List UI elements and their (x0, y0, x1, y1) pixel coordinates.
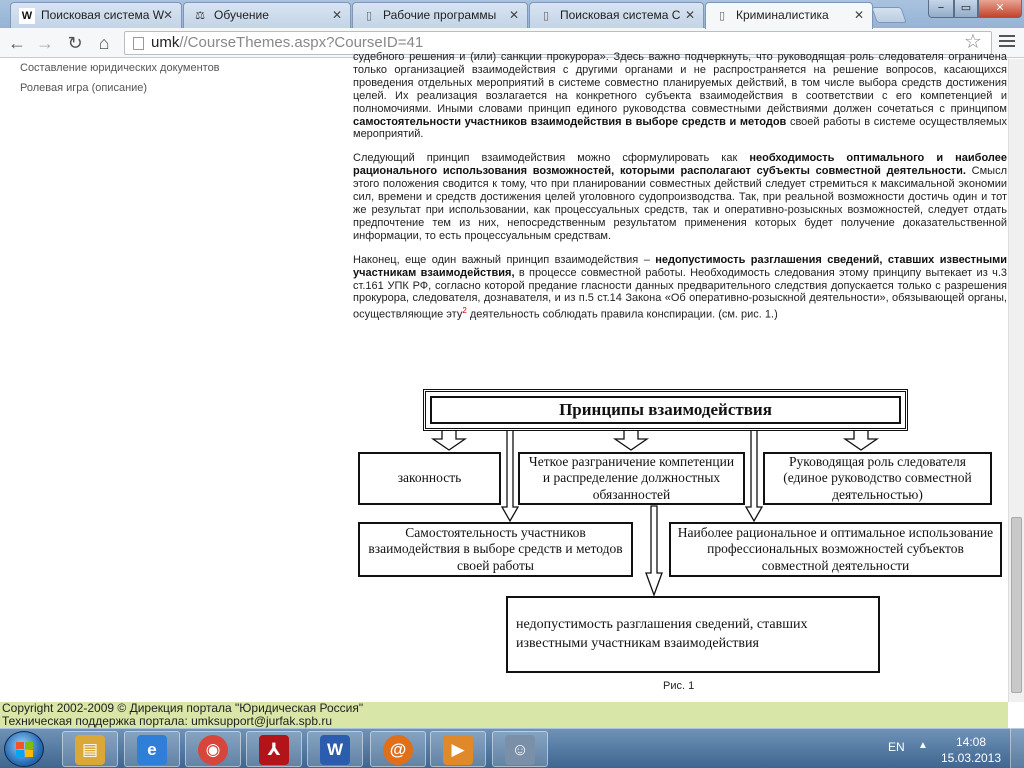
delimitation-box: Четкое разграничение компетенции и распределение должностных обязанностей (518, 452, 745, 505)
clock-time: 14:08 (955, 735, 987, 749)
scrollbar-thumb[interactable] (1011, 517, 1022, 693)
page-favicon-icon: ▯ (542, 10, 550, 22)
p3-text: Наконец, еще один важный принцип взаимодействия – (353, 253, 656, 266)
arrow-to-rational (746, 428, 762, 521)
support-line (2, 715, 1008, 728)
p1-bold: самостоятельности участников взаимодействия в выборе средств и методов (353, 115, 787, 128)
arrow-to-delimitation (615, 430, 647, 450)
p2-bold: необходимость оптимального и наиболее рационального использования возможностей, которыми располагают субъекты совместной деятельности. (353, 152, 1007, 178)
media-player-icon: ▶ (443, 735, 473, 765)
show-hidden-icons-icon[interactable]: ▲ (918, 740, 928, 751)
independence-box: Самостоятельность участников взаимодействия в выборе средств и методов своей работы (358, 522, 633, 577)
tab-search-w[interactable] (10, 2, 182, 28)
back-button[interactable]: ← (8, 33, 26, 53)
page-content (0, 51, 1008, 702)
nondisclosure-box: недопустимость разглашения сведений, ставших известными участникам взаимодействия (506, 596, 880, 673)
menu-button[interactable] (999, 35, 1015, 49)
tab-search-c[interactable] (529, 2, 704, 28)
graduate-icon: ☺ (505, 735, 535, 765)
close-tab-icon[interactable]: ✕ (508, 8, 519, 22)
rational-box: Наиболее рациональное и оптимальное использование профессиональных возможностей субъектов совместной деятельности (669, 522, 1002, 577)
taskbar-internet-explorer[interactable] (124, 731, 180, 767)
legality-box: законность (358, 452, 501, 505)
figure-caption: Рис. 1 (663, 680, 695, 692)
close-tab-icon[interactable]: ✕ (684, 8, 695, 22)
tab-title: Обучение (214, 8, 269, 22)
browser-titlebar (0, 0, 1024, 28)
tab-training[interactable] (183, 2, 351, 28)
diagram-title-box: Принципы взаимодействия (423, 389, 908, 431)
footnote-link[interactable]: 2 (462, 306, 467, 316)
taskbar-chrome[interactable] (185, 731, 241, 767)
vertical-scrollbar[interactable] (1008, 59, 1024, 702)
arrow-to-leading-role (845, 430, 877, 450)
arrow-to-nondisclosure (646, 506, 662, 595)
reload-button[interactable]: ↻ (67, 33, 83, 53)
mail-icon: @ (383, 735, 413, 765)
p1-text-end: своей работы в системе осуществляемых мероприятий. (353, 115, 1007, 141)
minimize-button[interactable]: − (928, 0, 954, 18)
taskbar-media-player[interactable] (430, 731, 486, 767)
principles-diagram (0, 59, 1008, 702)
internet-explorer-icon: e (137, 735, 167, 765)
windows-logo-icon (16, 742, 34, 758)
scales-favicon-icon: ⚖ (195, 10, 205, 22)
language-indicator[interactable]: EN (888, 740, 905, 754)
tab-title: Рабочие программы (383, 8, 497, 22)
leading-role-box: Руководящая роль следователя (единое руководство совместной деятельностью) (763, 452, 992, 505)
arrow-to-legality (433, 430, 465, 450)
taskbar-mail[interactable] (370, 731, 426, 767)
page-icon (133, 37, 144, 50)
wiki-favicon-icon: W (19, 8, 35, 24)
chrome-icon: ◉ (198, 735, 228, 765)
maximize-button[interactable]: ▭ (954, 0, 978, 18)
p2-text-end: Смысл этого положения сводится к тому, что при планировании совместных действий следует стремиться к максимальной экономии сил, времени и средств достижения целей уголовного судопроизводства. Так, при реальной возможности достичь один и тот же результат при использовании, как процессуальных средств, так и оперативно-розыскных возможностей, следует отдать предпочтение тем из них, непосредственным результатом применения которых будет получение доказательственной информации, то есть процессуальным средствам. (353, 165, 1008, 242)
sidebar-link-role-play[interactable]: Ролевая игра (описание) (20, 82, 148, 94)
p1-text: судебного решения и (или) санкции прокурора». Здесь важно подчеркнуть, что руководящая роль следователя ограничена только организацией взаимодействия с другими органами и не распространяется на решение вопросов, касающихся проведения отдельных мероприятий в системе совместно планируемых действий, в том числе выбора средств достижения целей. Их реализация возлагается на конкретного субъекта взаимодействия в соответствии с его компетенцией и полномочиями. Иными словами принцип единого руководства совместными действиями должен сочетаться с принципом (353, 51, 1007, 115)
show-desktop-button[interactable] (1010, 728, 1024, 768)
taskbar-word[interactable] (307, 731, 363, 767)
arrow-to-independence (502, 428, 518, 521)
home-button[interactable]: ⌂ (98, 33, 110, 53)
start-button[interactable] (4, 731, 44, 767)
taskbar-explorer[interactable] (62, 731, 118, 767)
p2-text: Следующий принцип взаимодействия можно сформулировать как (353, 152, 750, 165)
copyright-text: Copyright 2002-2009 © Дирекция портала "Юридическая Россия" (2, 701, 364, 715)
p3-bold: недопустимость разглашения сведений, ставших известными участникам взаимодействия, (353, 253, 1007, 279)
clock-date: 15.03.2013 (940, 751, 1002, 765)
support-email-link[interactable]: umksupport@jurfak.spb.ru (191, 713, 333, 728)
tab-title: Поисковая система С (560, 8, 681, 22)
system-clock[interactable] (940, 734, 1002, 766)
forward-button[interactable]: → (36, 33, 54, 53)
page-favicon-icon: ▯ (718, 10, 726, 22)
sidebar-link-legal-documents[interactable]: Составление юридических документов (20, 62, 220, 74)
taskbar-acrobat[interactable] (246, 731, 302, 767)
page-favicon-icon: ▯ (365, 10, 373, 22)
address-path: //CourseThemes.aspx?CourseID=41 (179, 34, 424, 51)
folder-icon: ▤ (75, 735, 105, 765)
taskbar-user-app[interactable] (492, 731, 548, 767)
support-label: Техническая поддержка портала: (2, 713, 192, 728)
close-window-button[interactable]: ✕ (978, 0, 1022, 18)
close-tab-icon[interactable]: ✕ (331, 8, 342, 22)
page-footer (0, 702, 1008, 728)
acrobat-icon: ⅄ (259, 735, 289, 765)
new-tab-button[interactable] (871, 7, 907, 23)
p3-text-mid: в процессе совместной работы. Необходимость следования этому принципу вытекает из ч.3 ст.161 УПК РФ, согласно которой предание гласности данных предварительного следствия допускается только с разрешения прокурора, следователя, дознавателя, и из п.5 ст.14 Закона «Об оперативно-розыскной деятельности», обязывающей органы, осуществляющие эту (353, 266, 1007, 321)
tab-title: Криминалистика (736, 8, 829, 22)
close-tab-icon[interactable]: ✕ (853, 8, 864, 22)
address-host: umk (151, 34, 180, 51)
tab-work-programs[interactable] (352, 2, 528, 28)
tab-title: Поисковая система W (41, 8, 165, 22)
windows-taskbar (0, 728, 1024, 768)
p3-text-end: деятельность соблюдать правила конспирации. (см. рис. 1.) (466, 308, 778, 321)
close-tab-icon[interactable]: ✕ (162, 8, 173, 22)
tab-criminalistics[interactable] (705, 2, 873, 29)
bookmark-star-icon[interactable]: ☆ (964, 31, 982, 53)
word-icon: W (320, 735, 350, 765)
